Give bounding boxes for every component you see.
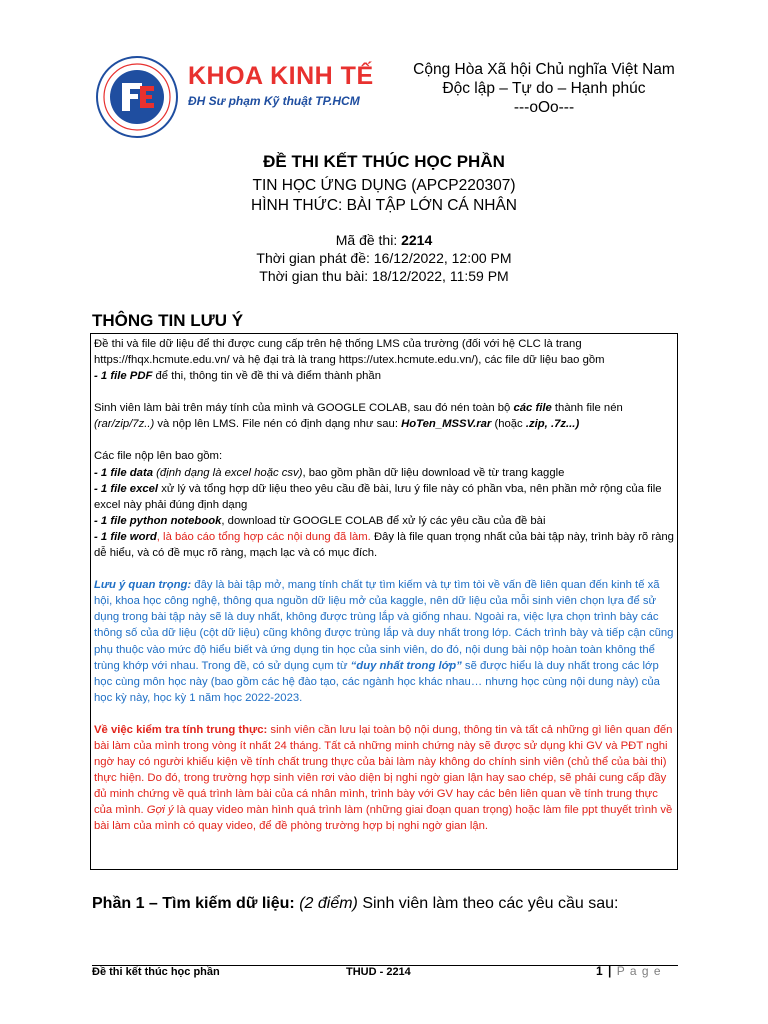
- notice-file-list: Các file nộp lên bao gồm: - 1 file data (định dạng là excel hoặc csv), bao gồm phần dữ liệu download về từ trang kaggle - 1 file excel xử lý và tổng hợp dữ liệu theo yêu cầu đề bài, lưu ý file này có phần vba, nên phần mở rộng của file excel này phải đúng định dạng - 1 file python notebook, download từ GOOGLE COLAB để xử lý các yêu cầu của đề bài - 1 file word, là báo cáo tổng hợp các nội dung đã làm. Đây là file quan trọng nhất của bài tập này, trình bày rõ ràng dễ hiểu, và có đề mục rõ ràng, mạch lạc và có mục đích.: [94, 450, 674, 560]
- file-item-word: - 1 file word, là báo cáo tổng hợp các nội dung đã làm. Đây là file quan trọng nhất của bài tập này, trình bày rõ ràng dễ hiểu, và có đề mục rõ ràng, mạch lạc và có mục đích.: [94, 530, 674, 560]
- motto-line-country: Cộng Hòa Xã hội Chủ nghĩa Việt Nam: [413, 61, 675, 78]
- faculty-name: KHOA KINH TẾ: [188, 62, 374, 90]
- notice-heading: THÔNG TIN LƯU Ý: [92, 311, 244, 330]
- file-item-data: - 1 file data (định dạng là excel hoặc csv), bao gồm phần dữ liệu download về từ trang kaggle: [94, 466, 565, 479]
- exam-title: ĐỀ THI KẾT THÚC HỌC PHẦN: [263, 152, 505, 171]
- notice-important: Lưu ý quan trọng: đây là bài tập mở, mang tính chất tự tìm kiếm và tự tìm tòi về vấn đề liên quan đến kinh tế xã hội, khoa học công nghệ, thông qua nguồn dữ liệu mở của kaggle, nên dữ liệu của mỗi sinh viên chọn lựa để sử dụng trong bài tập này sẽ là duy nhất, không được trùng lắp và giống nhau. Ngoài ra, việc lựa chọn trình bày các thông số của dữ liệu (cột dữ liệu) cũng không được trùng lắp và duy nhất trong lớp. Cách trình bày và tiếp cận cũng phụ thuộc vào mức độ hiểu biết và ứng dụng tin học của sinh viên, do đó, nội dung bài nộp hoàn toàn không thể trùng khớp với nhau. Trong đề, có sử dụng cụm từ “duy nhất trong lớp” sẽ được hiểu là duy nhất trong các lớp học cùng môn học này (bao gồm các hệ đào tạo, các ngành học khác nhau… nhưng học cùng nội dung này) của học kỳ này, học kỳ 1 năm học 2022-2023.: [94, 579, 674, 704]
- file-item-excel: - 1 file excel xử lý và tổng hợp dữ liệu theo yêu cầu đề bài, lưu ý file này có phần vba, nên phần mở rộng của file excel này phải đúng định dạng: [94, 482, 662, 511]
- exam-code-value: 2214: [401, 232, 433, 248]
- exam-form: HÌNH THỨC: BÀI TẬP LỚN CÁ NHÂN: [251, 197, 517, 214]
- motto-line-ornament: ---oOo---: [513, 99, 575, 116]
- exam-course: TIN HỌC ỨNG DỤNG (APCP220307): [252, 177, 516, 194]
- footer-doc-title: Đề thi kết thúc học phần: [92, 966, 220, 978]
- faculty-seal-icon: [96, 56, 178, 138]
- notice-paragraph-submission: Sinh viên làm bài trên máy tính của mình và GOOGLE COLAB, sau đó nén toàn bộ các file thành file nén (rar/zip/7z..) và nộp lên LMS. File nén có định dạng như sau: HoTen_MSSV.rar (hoặc .zip, .7z...): [94, 402, 623, 431]
- footer-exam-code: THUD - 2214: [346, 966, 411, 978]
- footer-page-number: 1 | P a g e: [596, 964, 662, 978]
- faculty-logo: [96, 56, 376, 136]
- notice-box: [90, 333, 678, 870]
- national-motto: [388, 60, 700, 117]
- part1-heading: Phần 1 – Tìm kiếm dữ liệu: (2 điểm) Sinh viên làm theo các yêu cầu sau:: [92, 895, 619, 912]
- notice-paragraph-files: Đề thi và file dữ liệu để thi được cung cấp trên hệ thống LMS của trường (đối với hệ CLC là trang https://fhqx.hcmute.edu.vn/ và hệ đại trà là trang https://utex.hcmute.edu.vn/), các file dữ liệu bao gồm - 1 file PDF để thi, thông tin về đề thi và điểm thành phần: [94, 338, 605, 383]
- exam-release-time: Thời gian phát đề: 16/12/2022, 12:00 PM: [256, 250, 512, 266]
- university-name: ĐH Sư phạm Kỹ thuật TP.HCM: [188, 94, 360, 108]
- exam-code-label: Mã đề thi:: [335, 232, 402, 248]
- motto-line-slogan: Độc lập – Tự do – Hạnh phúc: [442, 80, 646, 97]
- file-item-notebook: - 1 file python notebook, download từ GOOGLE COLAB để xử lý các yêu cầu của đề bài: [94, 514, 546, 527]
- exam-due-time: Thời gian thu bài: 18/12/2022, 11:59 PM: [259, 268, 509, 284]
- notice-honesty: Về việc kiểm tra tính trung thực: sinh viên cần lưu lại toàn bộ nội dung, thông tin và tất cả những gì liên quan đến bài làm của mình trong vòng ít nhất 24 tháng. Tất cả những minh chứng này sẽ được sử dụng khi GV và PĐT nghi ngờ hay có người khiếu kiện về tính chất trung thực của bài làm này không do chính sinh viên (chủ thể của bài thi) thực hiện. Do đó, trong trường hợp sinh viên rơi vào diện bị nghi ngờ gian lận hay sao chép, sẽ phải cung cấp đầy đủ minh chứng về quá trình làm bài của cá nhân mình, trình bày với GV hay các bên liên quan về tính trung thực của mình. Gợi ý là quay video màn hình quá trình làm (những giai đoạn quan trọng) hoặc làm file ppt thuyết trình về bài làm của mình có quay video, để đề phòng trường hợp bị nghi ngờ gian lận.: [94, 723, 673, 833]
- exam-code: [0, 232, 768, 248]
